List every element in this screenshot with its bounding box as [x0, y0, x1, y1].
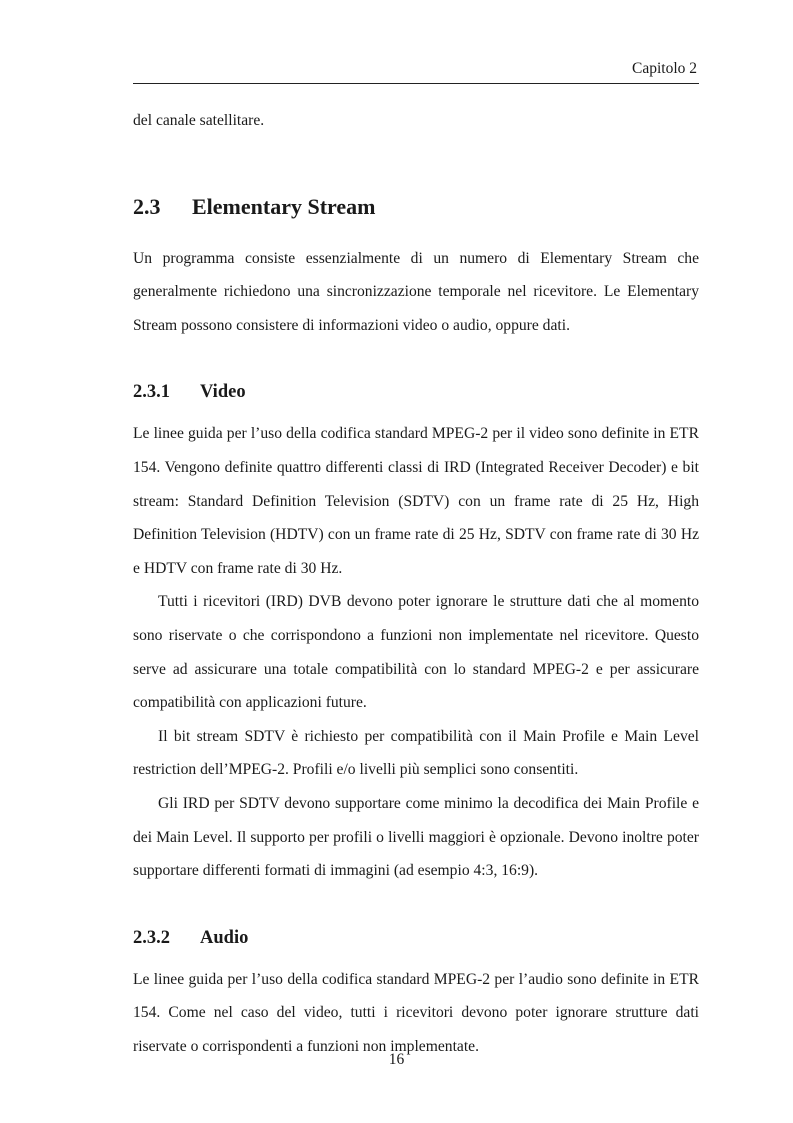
section-title: Elementary Stream: [192, 193, 376, 219]
video-paragraph: Le linee guida per l’uso della codifica standard MPEG-2 per il video sono definite in ETR 154. Vengono definite quattro differenti classi di IRD (Integrated Receiver Decoder) e bit stream: Standard Definition Television (SDTV) con un frame rate di 25 Hz, High Definition Television (HDTV) con un frame rate di 25 Hz, SDTV con frame rate di 30 Hz e HDTV con frame rate di 30 Hz.: [133, 425, 699, 577]
section-paragraph: Un programma consiste essenzialmente di un numero di Elementary Stream che generalmente richiedono una sincronizzazione temporale nel ricevitore. Le Elementary Stream possono consistere di informazioni video o audio, oppure dati.: [133, 249, 699, 334]
video-paragraph: Gli IRD per SDTV devono supportare come minimo la decodifica dei Main Profile e dei Main Level. Il supporto per profili o livelli maggiori è opzionale. Devono inoltre poter supportare differenti formati di immagini (ad esempio 4:3, 16:9).: [133, 794, 699, 880]
page-number: 16: [388, 1051, 405, 1068]
video-paragraph: Il bit stream SDTV è richiesto per compatibilità con il Main Profile e Main Level restriction dell’MPEG-2. Profili e/o livelli più semplici sono consentiti.: [133, 727, 699, 779]
subsection-number: 2.3.1: [133, 382, 170, 403]
page-body: [133, 104, 699, 1063]
audio-paragraph: Le linee guida per l’uso della codifica standard MPEG-2 per l’audio sono definite in ETR 154. Come nel caso del video, tutti i ricevitori devono poter ignorare strutture dati riservate o corrispondenti a funzioni non implementate.: [133, 970, 699, 1055]
section-heading: [133, 190, 699, 224]
subsection-heading-audio: [133, 921, 699, 955]
intro-paragraph: del canale satellitare.: [133, 112, 265, 129]
subsection-number: 2.3.2: [133, 927, 170, 948]
section-number: 2.3: [133, 193, 161, 219]
subsection-title: Audio: [200, 927, 249, 948]
running-header-title: Capitolo 2: [631, 60, 697, 77]
video-paragraph: Tutti i ricevitori (IRD) DVB devono poter ignorare le strutture dati che al momento sono riservate o che corrispondono a funzioni non implementate nel ricevitore. Questo serve ad assicurare una totale compatibilità con lo standard MPEG-2 e per assicurare compatibilità con applicazioni future.: [133, 593, 699, 712]
subsection-heading-video: [133, 375, 699, 409]
header-rule: [133, 83, 699, 84]
subsection-title: Video: [200, 382, 246, 403]
